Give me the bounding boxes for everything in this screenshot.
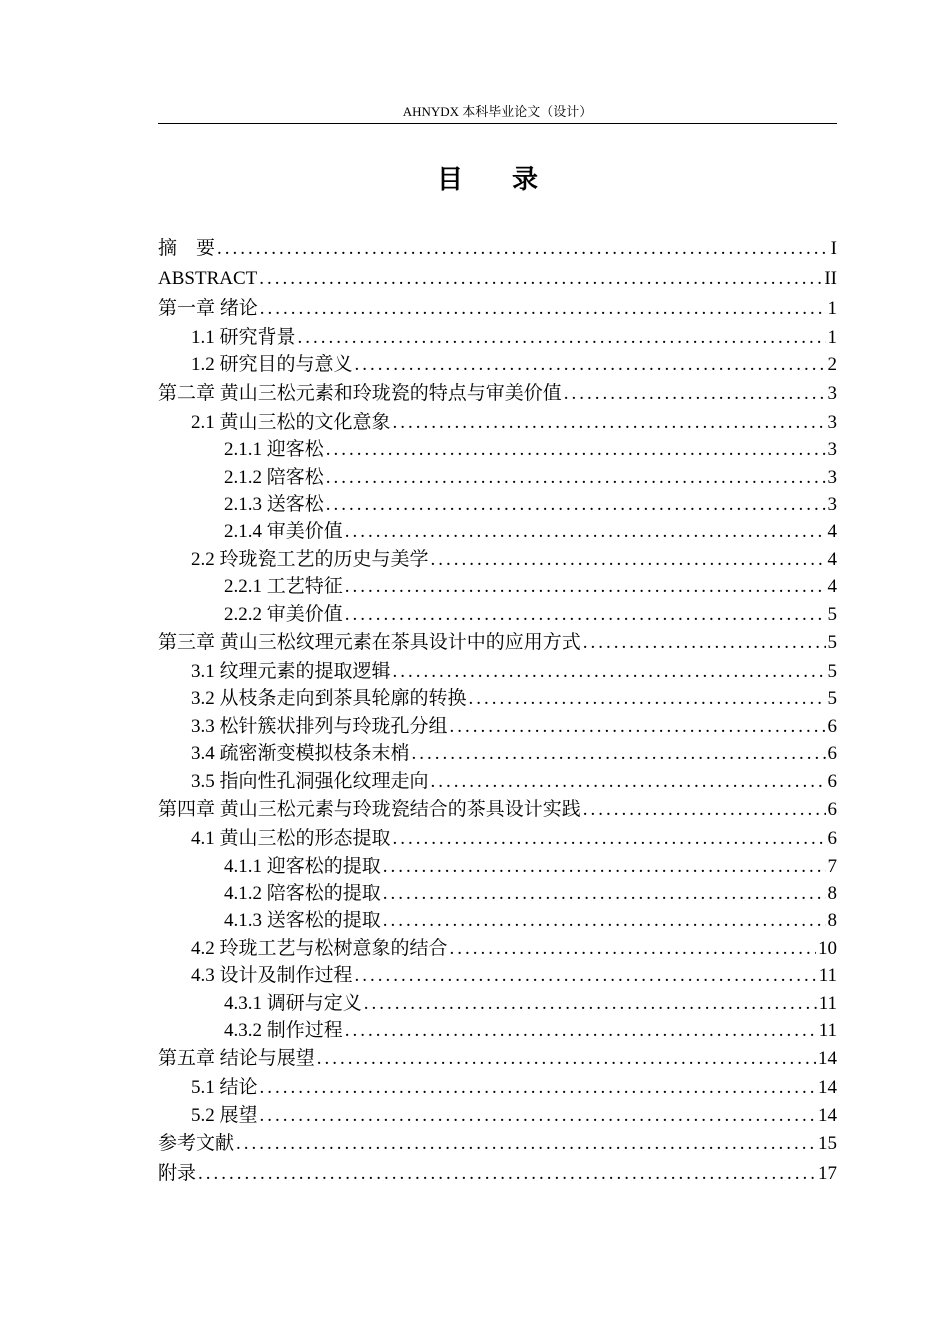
toc-entry-page: 8 (827, 910, 837, 932)
toc-entry-page: 8 (827, 882, 837, 904)
toc-entry-label: 参考文献 (158, 1133, 235, 1155)
toc-entry[interactable] (158, 740, 837, 767)
toc-entry-label: 5.1 结论 (191, 1077, 258, 1099)
toc-leader-dots (298, 324, 826, 351)
toc-entry-page: 6 (827, 743, 837, 765)
toc-entry[interactable] (158, 1159, 837, 1189)
toc-entry-label: 4.3.2 制作过程 (224, 1019, 343, 1041)
toc-entry-page: 3 (827, 439, 837, 461)
toc-entry-label: 3.3 松针簇状排列与玲珑孔分组 (191, 715, 448, 737)
toc-entry[interactable] (158, 1074, 837, 1101)
toc-entry-page: 11 (818, 1019, 837, 1041)
toc-entry-label: 3.2 从枝条走向到茶具轮廓的转换 (191, 688, 467, 710)
toc-entry[interactable] (158, 658, 837, 685)
toc-entry[interactable] (158, 935, 837, 962)
toc-entry-label: 第二章 黄山三松元素和玲珑瓷的特点与审美价值 (158, 382, 562, 404)
toc-entry-page: 4 (827, 548, 837, 570)
toc-leader-dots (431, 768, 826, 795)
toc-entry[interactable] (158, 795, 837, 825)
toc-leader-dots (217, 234, 829, 264)
toc-entry-label: 2.1.3 送客松 (224, 494, 324, 516)
toc-leader-dots (198, 1159, 816, 1189)
toc-entry-label: 2.1.1 迎客松 (224, 439, 324, 461)
toc-leader-dots (355, 962, 817, 989)
toc-entry-label: 4.1.3 送客松的提取 (224, 910, 381, 932)
toc-entry-label: 2.1.4 审美价值 (224, 521, 343, 543)
toc-entry-page: 11 (818, 965, 837, 987)
toc-entry-page: 15 (818, 1133, 837, 1155)
toc-leader-dots (469, 685, 826, 712)
toc-entry[interactable] (158, 379, 837, 409)
toc-leader-dots (583, 628, 826, 658)
toc-leader-dots (450, 935, 816, 962)
toc-entry-page: 5 (827, 603, 837, 625)
toc-entry[interactable] (158, 464, 837, 491)
toc-entry[interactable] (158, 713, 837, 740)
toc-entry-label: 4.2 玲珑工艺与松树意象的结合 (191, 937, 448, 959)
toc-leader-dots (393, 658, 826, 685)
toc-entry-page: 3 (827, 466, 837, 488)
toc-entry-label: 3.5 指向性孔洞强化纹理走向 (191, 770, 429, 792)
toc-entry[interactable] (158, 573, 837, 600)
toc-entry-page: 4 (827, 521, 837, 543)
toc-entry-label: 1.1 研究背景 (191, 327, 296, 348)
toc-entry[interactable] (158, 880, 837, 907)
toc-entry-label: 5.2 展望 (191, 1104, 258, 1126)
toc-entry[interactable] (158, 264, 837, 294)
toc-entry-page: 6 (827, 715, 837, 737)
toc-leader-dots (326, 436, 826, 463)
toc-leader-dots (355, 351, 826, 378)
toc-entry-page: 4 (827, 576, 837, 598)
toc-entry[interactable] (158, 324, 837, 351)
toc-entry[interactable] (158, 1129, 837, 1159)
toc-leader-dots (431, 546, 826, 573)
toc-entry[interactable] (158, 1017, 837, 1044)
toc-entry[interactable] (158, 962, 837, 989)
toc-leader-dots (326, 491, 826, 518)
toc-entry-page: 5 (827, 632, 837, 654)
toc-entry[interactable] (158, 990, 837, 1017)
toc-entry[interactable] (158, 853, 837, 880)
toc-entry-page: 1 (827, 327, 837, 348)
toc-entry-page: 3 (827, 411, 837, 433)
toc-entry[interactable] (158, 907, 837, 934)
toc-entry-page: 3 (827, 382, 837, 404)
toc-entry-label: 第一章 绪论 (158, 298, 258, 319)
toc-title: 目 录 (436, 165, 559, 195)
toc-entry[interactable] (158, 685, 837, 712)
header-rule (158, 123, 837, 124)
toc-entry-page: 11 (818, 992, 837, 1014)
toc-leader-dots (393, 409, 826, 436)
toc-entry[interactable] (158, 436, 837, 463)
table-of-contents (158, 234, 837, 1189)
toc-leader-dots (383, 880, 826, 907)
toc-entry-label: 摘 要 (158, 238, 216, 259)
toc-leader-dots (317, 1044, 816, 1074)
toc-entry-label: 2.2.2 审美价值 (224, 603, 343, 625)
toc-entry-label: 2.1.2 陪客松 (224, 466, 324, 488)
toc-leader-dots (345, 1017, 817, 1044)
toc-entry[interactable] (158, 491, 837, 518)
toc-entry-label: 4.1.1 迎客松的提取 (224, 855, 381, 877)
toc-leader-dots (260, 1074, 816, 1101)
toc-leader-dots (236, 1129, 816, 1159)
toc-leader-dots (393, 825, 826, 852)
toc-leader-dots (364, 990, 817, 1017)
toc-entry-label: 2.2.1 工艺特征 (224, 576, 343, 598)
toc-entry[interactable] (158, 546, 837, 573)
toc-entry[interactable] (158, 825, 837, 852)
toc-entry-page: II (824, 268, 837, 289)
toc-entry-label: 2.1 黄山三松的文化意象 (191, 411, 391, 433)
toc-entry-label: 4.3 设计及制作过程 (191, 965, 353, 987)
toc-entry-label: 第三章 黄山三松纹理元素在茶具设计中的应用方式 (158, 632, 581, 654)
toc-leader-dots (345, 601, 826, 628)
toc-entry-page: 7 (827, 855, 837, 877)
toc-entry-page: 14 (818, 1077, 837, 1099)
toc-leader-dots (412, 740, 826, 767)
toc-leader-dots (260, 294, 826, 324)
toc-entry-page: 14 (818, 1048, 837, 1070)
toc-entry-page: 6 (827, 770, 837, 792)
toc-entry-label: 1.2 研究目的与意义 (191, 354, 353, 376)
toc-leader-dots (345, 573, 826, 600)
toc-entry-page: 10 (818, 937, 837, 959)
toc-entry[interactable] (158, 768, 837, 795)
toc-entry-page: I (830, 238, 837, 259)
toc-leader-dots (326, 464, 826, 491)
toc-leader-dots (383, 853, 826, 880)
toc-entry-label: 4.3.1 调研与定义 (224, 992, 362, 1014)
toc-entry[interactable] (158, 628, 837, 658)
toc-entry[interactable] (158, 1044, 837, 1074)
toc-entry-label: 4.1.2 陪客松的提取 (224, 882, 381, 904)
toc-entry-label: ABSTRACT (158, 268, 258, 289)
toc-entry-page: 3 (827, 494, 837, 516)
toc-entry[interactable] (158, 294, 837, 324)
toc-leader-dots (259, 264, 822, 294)
toc-leader-dots (260, 1102, 816, 1129)
running-header: AHNYDX 本科毕业论文（设计） (402, 104, 593, 119)
toc-leader-dots (345, 518, 826, 545)
toc-leader-dots (583, 795, 826, 825)
toc-entry-label: 2.2 玲珑瓷工艺的历史与美学 (191, 548, 429, 570)
toc-entry-page: 2 (827, 354, 837, 376)
toc-entry[interactable] (158, 518, 837, 545)
toc-leader-dots (450, 713, 826, 740)
toc-entry-label: 第五章 结论与展望 (158, 1048, 315, 1070)
toc-leader-dots (383, 907, 826, 934)
toc-entry[interactable] (158, 601, 837, 628)
toc-entry[interactable] (158, 351, 837, 378)
toc-entry-page: 1 (827, 298, 837, 319)
toc-entry-page: 6 (827, 799, 837, 821)
toc-entry[interactable] (158, 234, 837, 264)
toc-entry-label: 4.1 黄山三松的形态提取 (191, 828, 391, 850)
toc-entry[interactable] (158, 1102, 837, 1129)
toc-entry-label: 第四章 黄山三松元素与玲珑瓷结合的茶具设计实践 (158, 799, 581, 821)
toc-entry-page: 5 (827, 688, 837, 710)
toc-entry-label: 3.1 纹理元素的提取逻辑 (191, 661, 391, 683)
toc-entry-page: 5 (827, 661, 837, 683)
toc-entry-page: 14 (818, 1104, 837, 1126)
toc-leader-dots (564, 379, 826, 409)
toc-entry-label: 附录 (158, 1163, 197, 1185)
toc-entry-label: 3.4 疏密渐变模拟枝条末梢 (191, 743, 410, 765)
toc-entry-page: 6 (827, 828, 837, 850)
toc-entry[interactable] (158, 409, 837, 436)
toc-entry-page: 17 (818, 1163, 837, 1185)
